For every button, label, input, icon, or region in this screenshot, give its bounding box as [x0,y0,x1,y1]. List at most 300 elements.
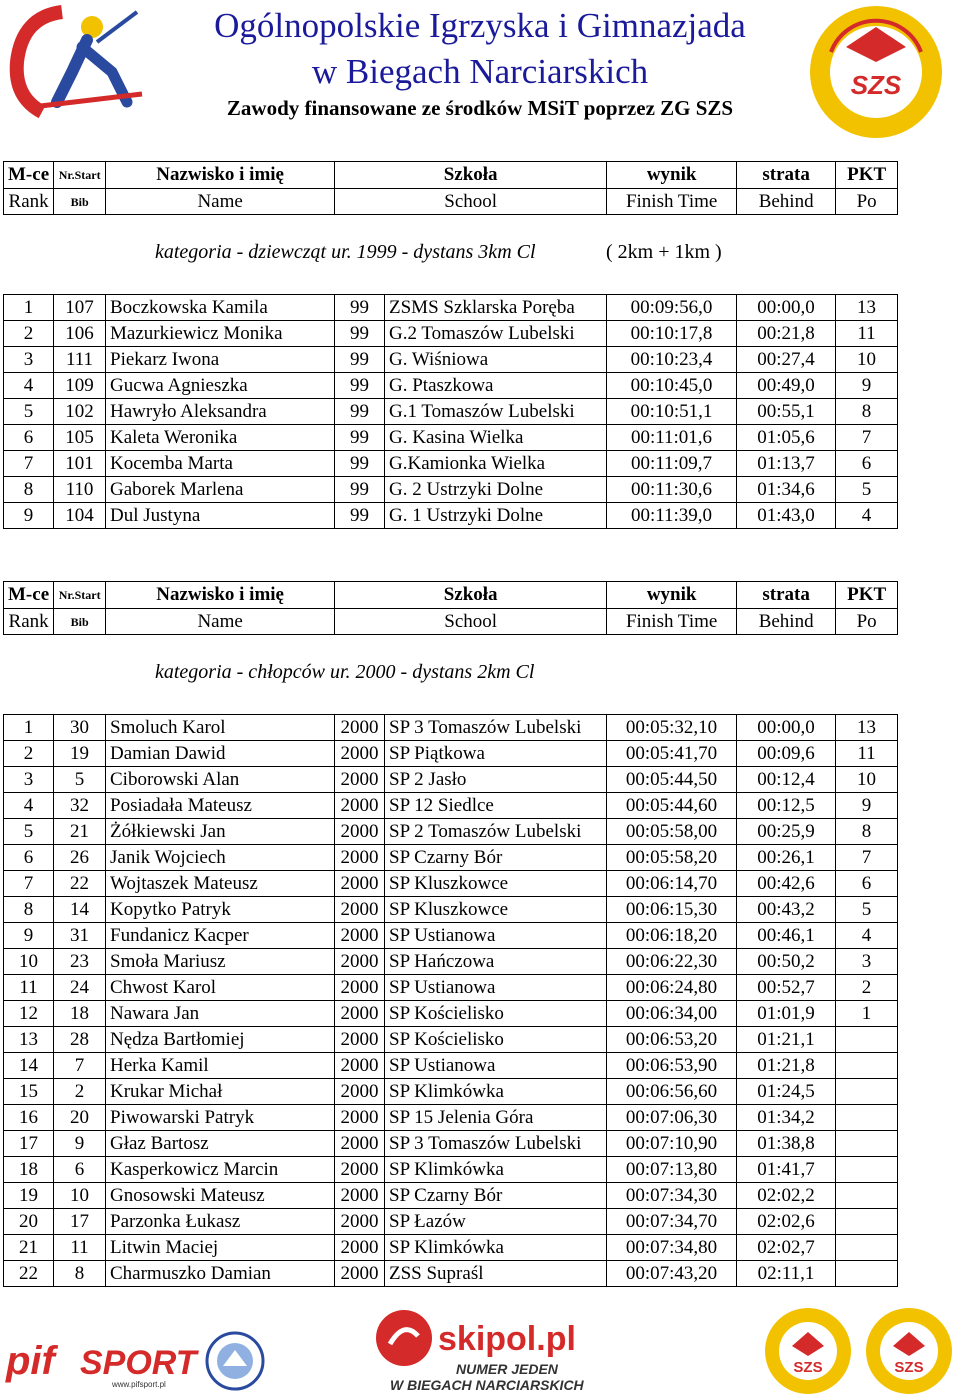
cell-behind: 02:02,6 [737,1209,836,1235]
cell-name: Mazurkiewicz Monika [106,321,335,347]
girls-result-row [4,347,898,373]
cell-year: 2000 [335,741,385,767]
cell-behind: 00:12,4 [737,767,836,793]
cell-name: Litwin Maciej [106,1235,335,1261]
cell-points [836,1027,898,1053]
cell-rank: 21 [4,1235,54,1261]
col-points-en: Po [836,189,898,215]
cell-behind: 01:13,7 [737,451,836,477]
cell-finish-time: 00:07:10,90 [607,1131,737,1157]
cell-finish-time: 00:05:41,70 [607,741,737,767]
skier-logo [2,2,152,122]
cell-name: Charmuszko Damian [106,1261,335,1287]
cell-finish-time: 00:11:39,0 [607,503,737,529]
cell-school: G.Kamionka Wielka [385,451,607,477]
boys-result-row [4,949,898,975]
cell-behind: 01:43,0 [737,503,836,529]
col-behind-en: Behind [737,189,836,215]
cell-behind: 00:26,1 [737,845,836,871]
cell-behind: 00:50,2 [737,949,836,975]
cell-bib: 26 [54,845,106,871]
cell-name: Gucwa Agnieszka [106,373,335,399]
cell-year: 2000 [335,923,385,949]
cell-rank: 14 [4,1053,54,1079]
cell-school: SP Ustianowa [385,923,607,949]
cell-name: Chwost Karol [106,975,335,1001]
cell-points: 11 [836,321,898,347]
cell-behind: 00:12,5 [737,793,836,819]
cell-rank: 22 [4,1261,54,1287]
cell-year: 2000 [335,871,385,897]
boys-result-row [4,871,898,897]
cell-school: SP 3 Tomaszów Lubelski [385,1131,607,1157]
cell-rank: 12 [4,1001,54,1027]
cell-bib: 30 [54,715,106,741]
col-school-en: School [335,189,607,215]
szs-seal-icon-2 [862,1306,956,1396]
cell-points [836,1053,898,1079]
cell-finish-time: 00:07:06,30 [607,1105,737,1131]
cell-school: G.2 Tomaszów Lubelski [385,321,607,347]
cell-points: 1 [836,1001,898,1027]
girls-result-row [4,503,898,529]
cell-finish-time: 00:10:23,4 [607,347,737,373]
cell-year: 99 [335,321,385,347]
cell-points: 5 [836,897,898,923]
cell-year: 2000 [335,793,385,819]
cell-finish-time: 00:06:56,60 [607,1079,737,1105]
cell-name: Piekarz Iwona [106,347,335,373]
col-bib-pl: Nr.Start [54,162,106,189]
cell-name: Nawara Jan [106,1001,335,1027]
cell-behind: 00:00,0 [737,295,836,321]
cell-school: SP Kościelisko [385,1027,607,1053]
cell-school: SP Klimkówka [385,1235,607,1261]
cell-year: 2000 [335,715,385,741]
sport-text: SPORT [80,1344,197,1382]
cell-bib: 110 [54,477,106,503]
col-behind-pl: strata [737,582,836,609]
cell-bib: 17 [54,1209,106,1235]
cell-points [836,1157,898,1183]
cell-finish-time: 00:06:53,90 [607,1053,737,1079]
cell-school: SP Klimkówka [385,1157,607,1183]
cell-school: SP Łazów [385,1209,607,1235]
boys-result-row [4,1079,898,1105]
cell-points [836,1183,898,1209]
cell-year: 2000 [335,1001,385,1027]
cell-name: Herka Kamil [106,1053,335,1079]
col-school-en: School [335,609,607,635]
cell-points [836,1079,898,1105]
cell-bib: 111 [54,347,106,373]
cell-school: SP Czarny Bór [385,845,607,871]
boys-result-row [4,767,898,793]
cell-bib: 21 [54,819,106,845]
cell-bib: 28 [54,1027,106,1053]
cell-behind: 02:11,1 [737,1261,836,1287]
col-rank-pl: M-ce [4,162,54,189]
cell-year: 2000 [335,819,385,845]
boys-result-row [4,1053,898,1079]
cell-school: SP Piątkowa [385,741,607,767]
boys-result-row [4,819,898,845]
cell-bib: 105 [54,425,106,451]
cell-points [836,1105,898,1131]
pifsport-logo [2,1330,202,1390]
cell-behind: 01:41,7 [737,1157,836,1183]
cell-year: 2000 [335,1027,385,1053]
cell-name: Smoluch Karol [106,715,335,741]
cell-points: 10 [836,347,898,373]
col-bib-en: Bib [54,189,106,215]
cell-behind: 00:55,1 [737,399,836,425]
cell-rank: 9 [4,503,54,529]
cell-bib: 102 [54,399,106,425]
cell-rank: 10 [4,949,54,975]
boys-result-row [4,715,898,741]
cell-points [836,1131,898,1157]
title-line-1: Ogólnopolskie Igrzyska i Gimnazjada [214,6,746,45]
cell-rank: 3 [4,347,54,373]
cell-finish-time: 00:05:44,60 [607,793,737,819]
cell-school: SP Ustianowa [385,975,607,1001]
col-points-en: Po [836,609,898,635]
cell-points: 9 [836,373,898,399]
boys-category-label: kategoria - chłopców ur. 2000 - dystans 2km Cl [155,661,535,683]
cell-school: ZSMS Szklarska Poręba [385,295,607,321]
cell-school: G. Kasina Wielka [385,425,607,451]
cell-rank: 7 [4,871,54,897]
girls-category-label: kategoria - dziewcząt ur. 1999 - dystans 3km Cl [155,241,536,263]
cell-rank: 4 [4,373,54,399]
cell-points: 6 [836,871,898,897]
cell-year: 2000 [335,1235,385,1261]
cell-behind: 01:38,8 [737,1131,836,1157]
cell-behind: 00:52,7 [737,975,836,1001]
cell-finish-time: 00:06:18,20 [607,923,737,949]
boys-results-table [3,714,898,1287]
cell-year: 2000 [335,767,385,793]
cell-rank: 11 [4,975,54,1001]
cell-behind: 00:25,9 [737,819,836,845]
cell-rank: 18 [4,1157,54,1183]
cell-behind: 00:46,1 [737,923,836,949]
cell-year: 2000 [335,949,385,975]
cell-points: 7 [836,425,898,451]
cell-points: 5 [836,477,898,503]
cell-rank: 8 [4,477,54,503]
cell-rank: 17 [4,1131,54,1157]
girls-results-table [3,294,898,529]
cell-behind: 01:34,6 [737,477,836,503]
girls-result-row [4,451,898,477]
cell-finish-time: 00:05:32,10 [607,715,737,741]
girls-result-row [4,373,898,399]
cell-behind: 01:05,6 [737,425,836,451]
cell-finish-time: 00:06:24,80 [607,975,737,1001]
cell-behind: 01:01,9 [737,1001,836,1027]
cell-rank: 20 [4,1209,54,1235]
cell-bib: 22 [54,871,106,897]
cell-rank: 6 [4,845,54,871]
pif-text: pif [6,1339,55,1383]
cell-name: Wojtaszek Mateusz [106,871,335,897]
cell-year: 2000 [335,845,385,871]
col-name-en: Name [106,609,335,635]
girls-result-row [4,295,898,321]
cell-bib: 23 [54,949,106,975]
cell-points [836,1235,898,1261]
cell-rank: 2 [4,741,54,767]
col-name-pl: Nazwisko i imię [106,162,335,189]
cell-year: 2000 [335,1131,385,1157]
cell-bib: 14 [54,897,106,923]
cell-finish-time: 00:11:01,6 [607,425,737,451]
col-time-en: Finish Time [607,609,737,635]
cell-year: 2000 [335,1079,385,1105]
cell-school: SP 12 Siedlce [385,793,607,819]
cell-points: 9 [836,793,898,819]
cell-bib: 24 [54,975,106,1001]
cell-bib: 32 [54,793,106,819]
cell-rank: 7 [4,451,54,477]
cell-school: G. Ptaszkowa [385,373,607,399]
cell-school: SP Kluszkowce [385,897,607,923]
cell-finish-time: 00:07:34,80 [607,1235,737,1261]
cell-bib: 107 [54,295,106,321]
cell-behind: 00:00,0 [737,715,836,741]
col-rank-pl: M-ce [4,582,54,609]
cell-finish-time: 00:11:09,7 [607,451,737,477]
cell-year: 99 [335,347,385,373]
cell-points [836,1261,898,1287]
cell-school: SP Klimkówka [385,1079,607,1105]
cell-bib: 106 [54,321,106,347]
cell-rank: 6 [4,425,54,451]
cell-finish-time: 00:05:58,00 [607,819,737,845]
cell-bib: 11 [54,1235,106,1261]
col-bib-en: Bib [54,609,106,635]
cell-name: Nędza Bartłomiej [106,1027,335,1053]
cell-school: SP Ustianowa [385,1053,607,1079]
szs-seal-icon-1 [762,1306,854,1396]
cell-points: 8 [836,819,898,845]
col-behind-en: Behind [737,609,836,635]
cell-year: 2000 [335,1209,385,1235]
girls-distance-note: ( 2km + 1km ) [606,241,722,263]
cell-bib: 5 [54,767,106,793]
girls-result-row [4,399,898,425]
girls-result-row [4,321,898,347]
cell-points: 7 [836,845,898,871]
cell-points: 4 [836,923,898,949]
boys-result-row [4,1105,898,1131]
col-points-pl: PKT [836,582,898,609]
cell-school: SP 2 Tomaszów Lubelski [385,819,607,845]
cell-school: SP 15 Jelenia Góra [385,1105,607,1131]
cell-school: SP Kluszkowce [385,871,607,897]
col-points-pl: PKT [836,162,898,189]
szs-seal-text-1: SZS [793,1359,823,1376]
boys-result-row [4,1157,898,1183]
cell-bib: 8 [54,1261,106,1287]
cell-bib: 6 [54,1157,106,1183]
cell-finish-time: 00:05:44,50 [607,767,737,793]
cell-finish-time: 00:10:51,1 [607,399,737,425]
cell-name: Hawryło Aleksandra [106,399,335,425]
cell-points: 2 [836,975,898,1001]
cell-rank: 5 [4,399,54,425]
cell-behind: 00:49,0 [737,373,836,399]
cell-behind: 00:09,6 [737,741,836,767]
cell-finish-time: 00:06:34,00 [607,1001,737,1027]
cell-name: Parzonka Łukasz [106,1209,335,1235]
cell-finish-time: 00:06:22,30 [607,949,737,975]
cell-behind: 01:21,8 [737,1053,836,1079]
cell-name: Boczkowska Kamila [106,295,335,321]
cell-school: SP Czarny Bór [385,1183,607,1209]
szs-seal-text: SZS [850,70,902,100]
col-rank-en: Rank [4,609,54,635]
skipol-tagline-1: NUMER JEDEN [456,1361,558,1377]
title-line-2: w Biegach Narciarskich [311,52,649,91]
cell-name: Piwowarski Patryk [106,1105,335,1131]
cell-school: SP 2 Jasło [385,767,607,793]
cell-behind: 00:21,8 [737,321,836,347]
cell-school: SP 3 Tomaszów Lubelski [385,715,607,741]
cell-rank: 13 [4,1027,54,1053]
cell-name: Głaz Bartosz [106,1131,335,1157]
cell-year: 99 [335,373,385,399]
boys-result-row [4,741,898,767]
cell-rank: 15 [4,1079,54,1105]
cell-finish-time: 00:07:34,70 [607,1209,737,1235]
cell-rank: 1 [4,715,54,741]
cell-bib: 31 [54,923,106,949]
cell-name: Ciborowski Alan [106,767,335,793]
cell-year: 99 [335,425,385,451]
cell-name: Gnosowski Mateusz [106,1183,335,1209]
boys-result-row [4,793,898,819]
col-time-pl: wynik [607,162,737,189]
cell-bib: 101 [54,451,106,477]
szs-seal-text-2: SZS [894,1359,924,1376]
cell-school: G. Wiśniowa [385,347,607,373]
cell-behind: 01:21,1 [737,1027,836,1053]
cell-name: Kopytko Patryk [106,897,335,923]
cell-rank: 5 [4,819,54,845]
cell-behind: 01:34,2 [737,1105,836,1131]
cell-bib: 104 [54,503,106,529]
cell-school: SP Hańczowa [385,949,607,975]
col-bib-pl: Nr.Start [54,582,106,609]
cell-behind: 00:42,6 [737,871,836,897]
cell-points: 13 [836,715,898,741]
sponsor-footer [0,1300,960,1397]
boys-result-row [4,1261,898,1287]
cell-name: Krukar Michał [106,1079,335,1105]
cell-school: G. 2 Ustrzyki Dolne [385,477,607,503]
cell-behind: 02:02,2 [737,1183,836,1209]
cell-name: Żółkiewski Jan [106,819,335,845]
cell-points: 3 [836,949,898,975]
col-school-pl: Szkoła [335,582,607,609]
skipol-logo [368,1306,588,1394]
boys-result-row [4,1131,898,1157]
boys-result-row [4,897,898,923]
cell-name: Smoła Mariusz [106,949,335,975]
cell-rank: 1 [4,295,54,321]
boys-result-row [4,1027,898,1053]
funding-subtitle: Zawody finansowane ze środków MSiT poprzez ZG SZS [226,96,734,120]
cell-name: Janik Wojciech [106,845,335,871]
cell-year: 99 [335,503,385,529]
cell-bib: 109 [54,373,106,399]
cell-school: G. 1 Ustrzyki Dolne [385,503,607,529]
cell-rank: 3 [4,767,54,793]
cell-behind: 00:27,4 [737,347,836,373]
boys-result-row [4,845,898,871]
cell-year: 99 [335,399,385,425]
cell-finish-time: 00:11:30,6 [607,477,737,503]
cell-year: 2000 [335,897,385,923]
skipol-text: skipol.pl [438,1320,576,1358]
boys-result-row [4,1001,898,1027]
cell-rank: 19 [4,1183,54,1209]
cell-finish-time: 00:06:14,70 [607,871,737,897]
cell-finish-time: 00:05:58,20 [607,845,737,871]
cell-points: 4 [836,503,898,529]
cell-points: 6 [836,451,898,477]
girls-header-table [3,161,898,215]
col-time-pl: wynik [607,582,737,609]
cell-finish-time: 00:09:56,0 [607,295,737,321]
boys-result-row [4,975,898,1001]
cell-rank: 16 [4,1105,54,1131]
col-time-en: Finish Time [607,189,737,215]
cell-year: 2000 [335,1105,385,1131]
cell-school: G.1 Tomaszów Lubelski [385,399,607,425]
cell-finish-time: 00:07:13,80 [607,1157,737,1183]
cell-name: Gaborek Marlena [106,477,335,503]
cell-year: 2000 [335,1261,385,1287]
cell-bib: 10 [54,1183,106,1209]
cell-rank: 9 [4,923,54,949]
cell-finish-time: 00:06:15,30 [607,897,737,923]
cell-name: Damian Dawid [106,741,335,767]
szs-seal-logo [796,2,956,142]
cell-bib: 20 [54,1105,106,1131]
skipol-tagline-2: W BIEGACH NARCIARSKICH [390,1377,584,1393]
cell-rank: 8 [4,897,54,923]
cell-points: 8 [836,399,898,425]
cell-bib: 18 [54,1001,106,1027]
cell-finish-time: 00:10:45,0 [607,373,737,399]
cell-bib: 19 [54,741,106,767]
cell-points: 13 [836,295,898,321]
boys-result-row [4,1209,898,1235]
cell-name: Fundanicz Kacper [106,923,335,949]
boys-result-row [4,923,898,949]
cell-points [836,1209,898,1235]
cell-year: 2000 [335,1157,385,1183]
cell-finish-time: 00:10:17,8 [607,321,737,347]
cell-rank: 4 [4,793,54,819]
cell-bib: 7 [54,1053,106,1079]
cell-bib: 9 [54,1131,106,1157]
cell-name: Kaleta Weronika [106,425,335,451]
